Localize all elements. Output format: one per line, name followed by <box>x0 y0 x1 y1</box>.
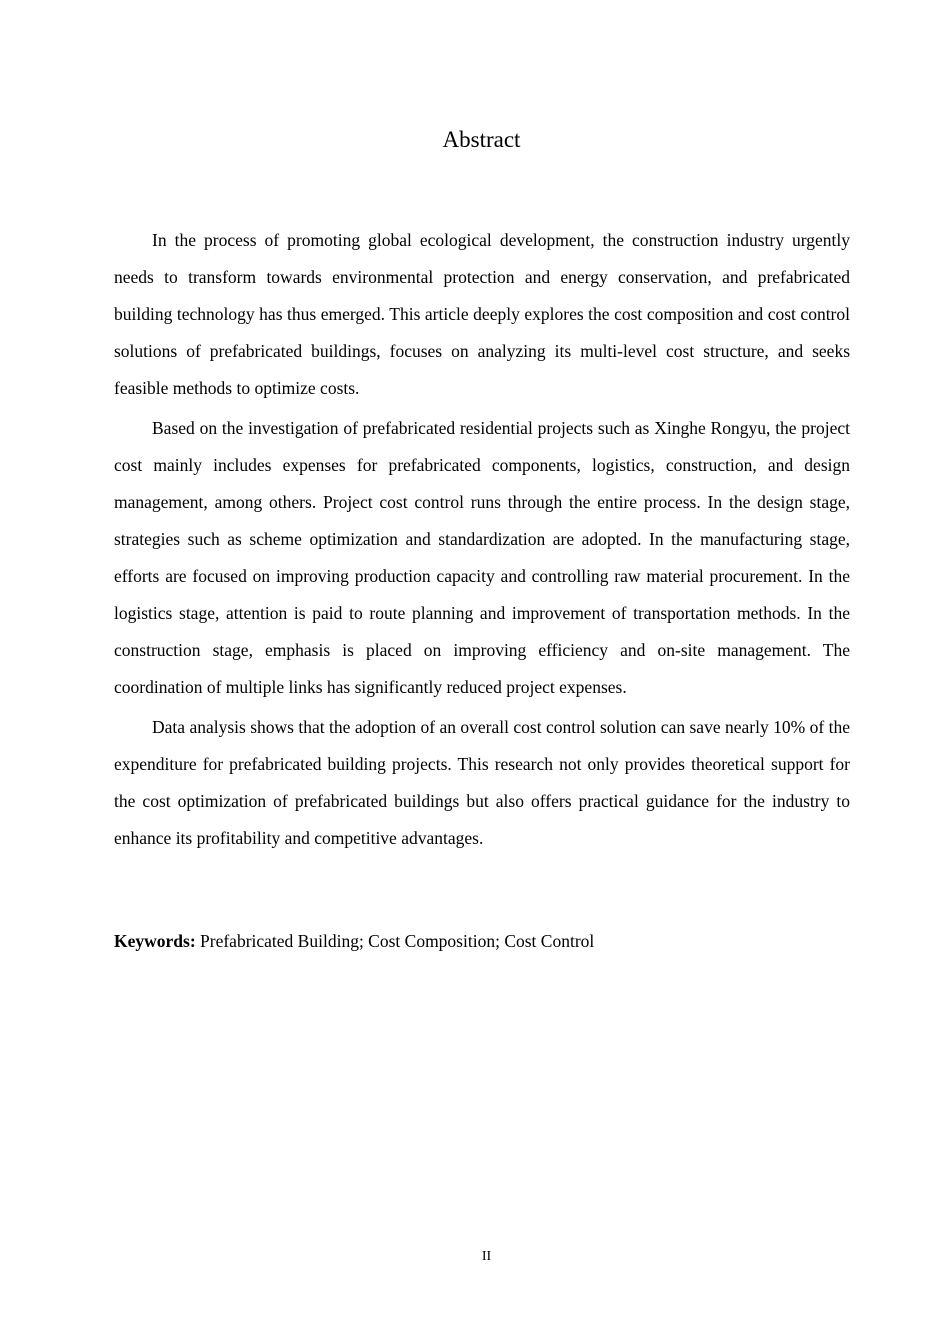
page-number: II <box>481 1249 492 1264</box>
keywords-label: Keywords: <box>114 931 196 951</box>
abstract-paragraph-1: In the process of promoting global ecological development, the construction industry urgently needs to transform towards environmental protection and energy conservation, and prefabricated building technology has thus emerged. This article deeply explores the cost composition and cost control solutions of prefabricated buildings, focuses on analyzing its multi-level cost structure, and seeks feasible methods to optimize costs. <box>114 230 850 398</box>
abstract-title: Abstract <box>442 127 521 152</box>
keywords-line <box>114 926 850 956</box>
abstract-paragraph-2: Based on the investigation of prefabricated residential projects such as Xinghe Rongyu, the project cost mainly includes expenses for prefabricated components, logistics, construction, and design management, among others. Project cost control runs through the entire process. In the design stage, strategies such as scheme optimization and standardization are adopted. In the manufacturing stage, efforts are focused on improving production capacity and controlling raw material procurement. In the logistics stage, attention is paid to route planning and improvement of transportation methods. In the construction stage, emphasis is placed on improving efficiency and on-site management. The coordination of multiple links has significantly reduced project expenses. <box>114 418 850 697</box>
abstract-body <box>114 222 850 860</box>
abstract-paragraph-3: Data analysis shows that the adoption of an overall cost control solution can save nearly 10% of the expenditure for prefabricated building projects. This research not only provides theoretical support for the cost optimization of prefabricated buildings but also offers practical guidance for the industry to enhance its profitability and competitive advantages. <box>114 717 850 848</box>
keywords-text: Prefabricated Building; Cost Composition; Cost Control <box>200 931 595 951</box>
